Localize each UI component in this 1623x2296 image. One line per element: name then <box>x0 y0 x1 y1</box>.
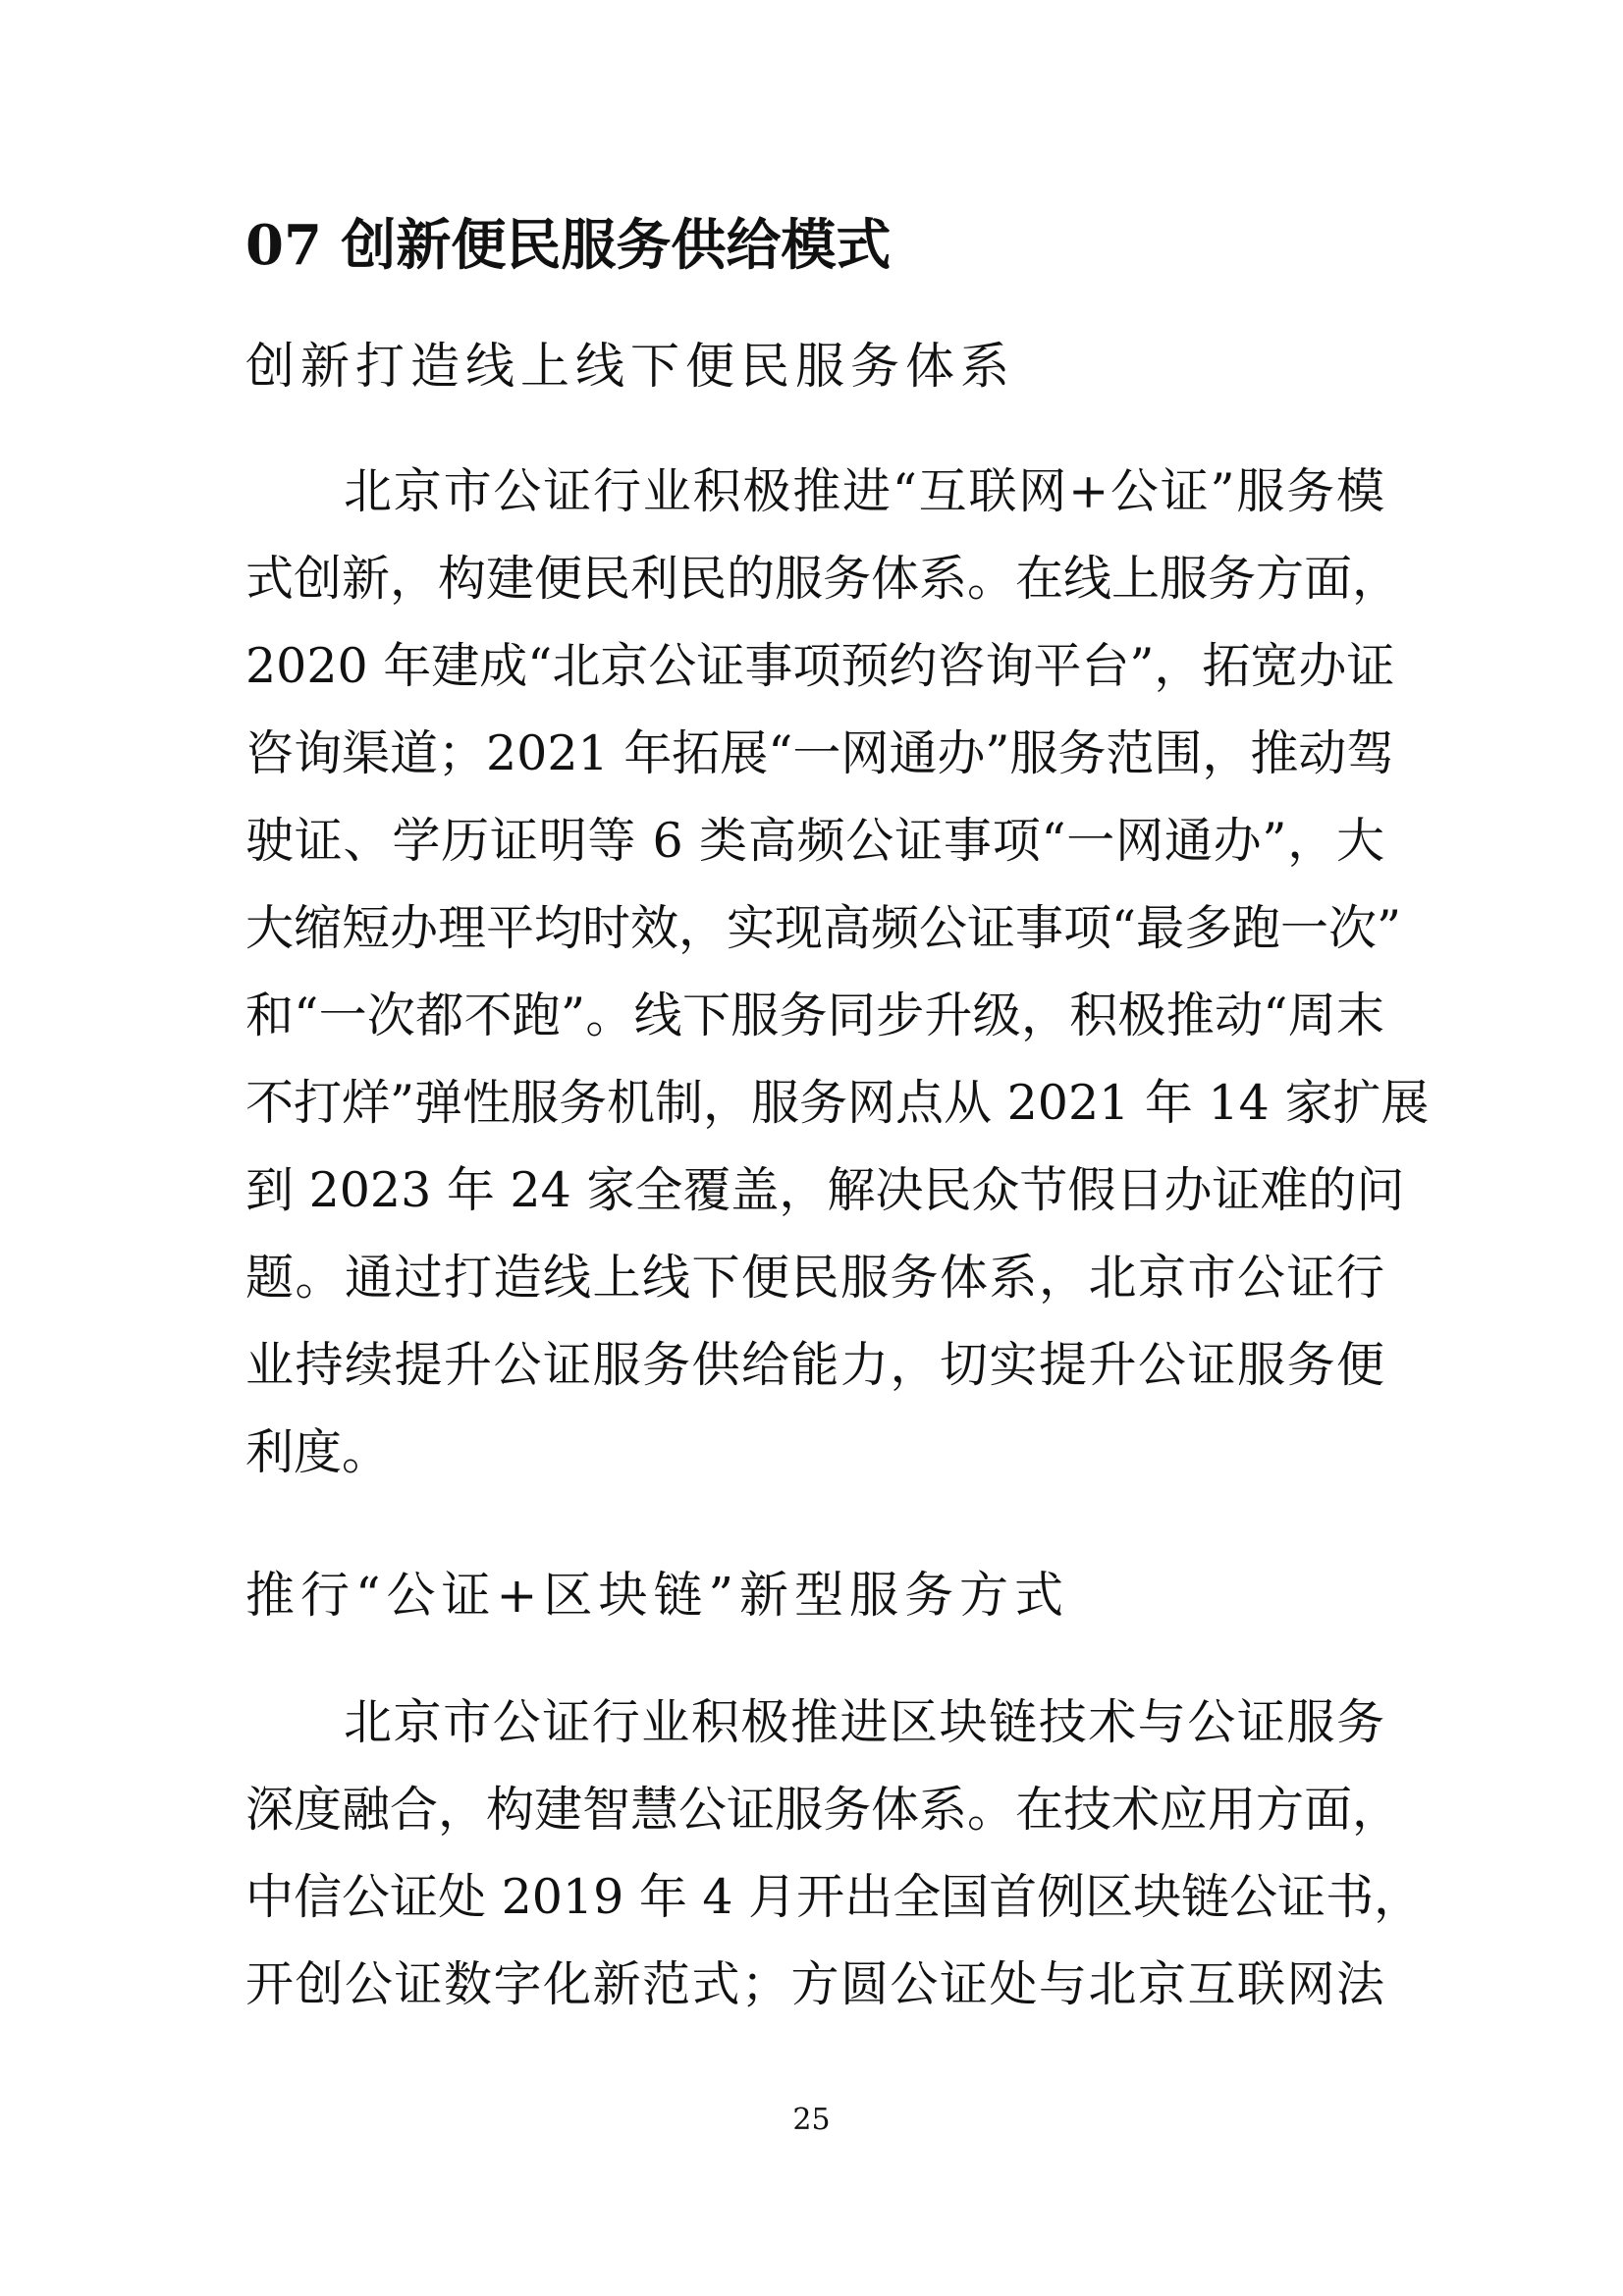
chapter-title: 07 创新便民服务供给模式 <box>245 213 892 278</box>
paragraph-line: 咨询渠道；2021 年拓展“一网通办”服务范围，推动驾 <box>245 725 1395 781</box>
section-heading-online-offline: 创新打造线上线下便民服务体系 <box>245 338 1015 395</box>
page-number: 25 <box>792 2103 831 2137</box>
paragraph-blockchain <box>245 1679 1423 2028</box>
paragraph-line: 大缩短办理平均时效，实现高频公证事项“最多跑一次” <box>245 900 1402 956</box>
paragraph-line: 式创新，构建便民利民的服务体系。在线上服务方面， <box>245 551 1401 607</box>
paragraph-line: 到 2023 年 24 家全覆盖，解决民众节假日办证难的问 <box>245 1162 1405 1218</box>
paragraph-line: 题。通过打造线上线下便民服务体系，北京市公证行 <box>245 1250 1384 1306</box>
paragraph-line: 不打烊”弹性服务机制，服务网点从 2021 年 14 家扩展 <box>245 1075 1430 1131</box>
paragraph-online-offline <box>245 448 1430 1496</box>
paragraph-line: 北京市公证行业积极推进“互联网+公证”服务模 <box>344 463 1384 519</box>
paragraph-line: 深度融合，构建智慧公证服务体系。在技术应用方面， <box>245 1782 1401 1838</box>
paragraph-line: 开创公证数字化新范式；方圆公证处与北京互联网法 <box>245 1956 1384 2012</box>
paragraph-line: 驶证、学历证明等 6 类高频公证事项“一网通办”，大 <box>245 813 1384 869</box>
paragraph-line: 北京市公证行业积极推进区块链技术与公证服务 <box>344 1694 1384 1750</box>
paragraph-line: 业持续提升公证服务供给能力，切实提升公证服务便 <box>245 1337 1384 1393</box>
section-heading-blockchain: 推行“公证+区块链”新型服务方式 <box>245 1567 1070 1624</box>
paragraph-line: 利度。 <box>245 1424 391 1480</box>
paragraph-line: 2020 年建成“北京公证事项预约咨询平台”，拓宽办证 <box>245 638 1395 694</box>
paragraph-line: 中信公证处 2019 年 4 月开出全国首例区块链公证书， <box>245 1869 1423 1925</box>
paragraph-line: 和“一次都不跑”。线下服务同步升级，积极推动“周末 <box>245 988 1384 1043</box>
